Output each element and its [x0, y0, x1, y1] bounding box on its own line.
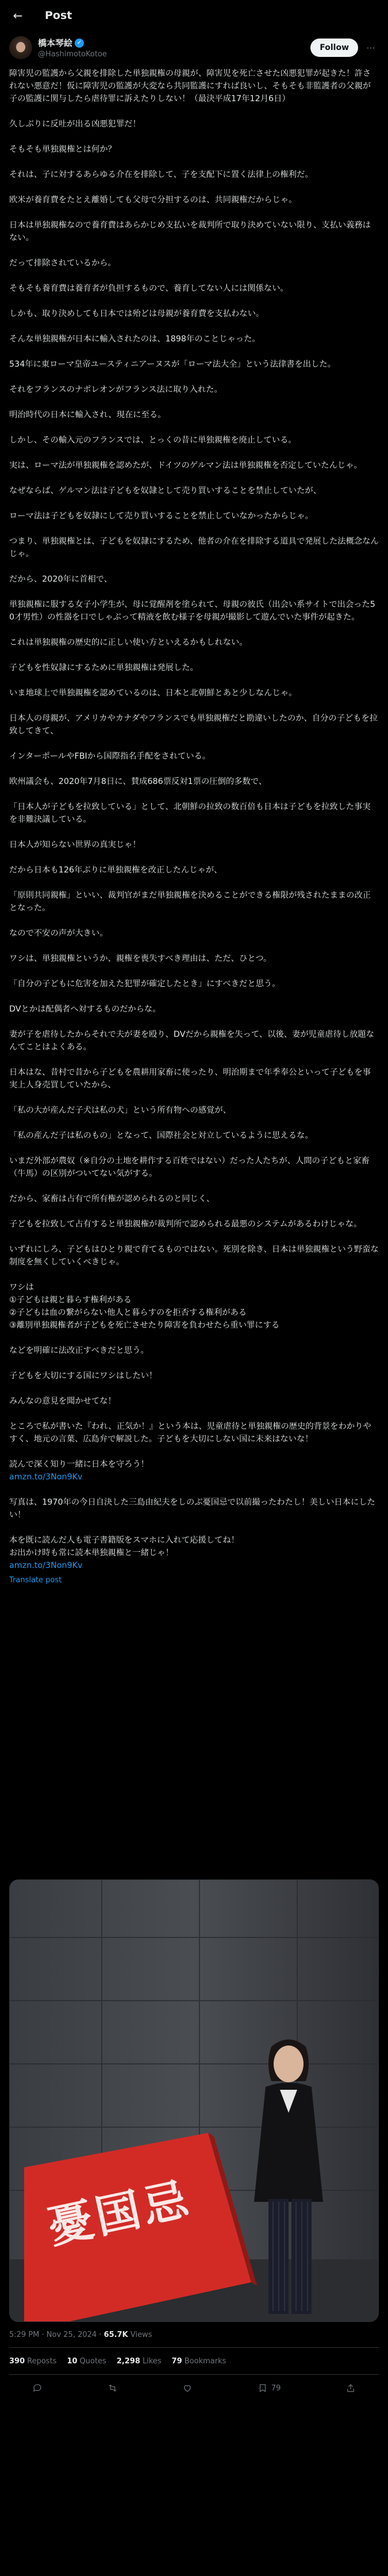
- post-paragraph: ところで私が書いた『われ、正気か！』という本は、児童虐待と単独親権の歴史的背景をわかりやすく、地元の言葉、広島弁で解説した。子どもを大切にしない国に未来はないな！: [9, 1422, 371, 1444]
- action-bar: [9, 2377, 379, 2400]
- post-paragraph: それは、子に対するあらゆる介在を排除して、子を支配下に置く法律上の権利だ。: [9, 170, 313, 179]
- author-names: [38, 37, 107, 59]
- share-button[interactable]: [345, 2383, 356, 2393]
- post-paragraph: 障害児の監護から父親を排除した単独親権の母親が、障害児を死亡させた凶悪犯罪が起きた！許されない悪意だ！仮に障害児の監護が大変なら共同監護にすれば良いし、そもそも非監護者の父親が子の監護に関与したら虐待罪に訴えたりしない！（最決平成17年12月6日）: [9, 69, 371, 103]
- post-paragraph: いずれにしろ、子どもはひとり親で育てるものではない。死別を除き、日本は単独親権という野蛮な制度を無くしていくべきじゃ。: [9, 1245, 379, 1267]
- post-meta: [9, 2331, 379, 2339]
- reposts-stat[interactable]: 390 Reposts: [9, 2356, 57, 2366]
- post-paragraph: みんなの意見を聞かせてな！: [9, 1397, 116, 1406]
- page-title: Post: [45, 9, 72, 22]
- post-paragraph: ローマ法は子どもを奴隷にして売り買いすることを禁止していなかったからじゃ。: [9, 512, 313, 521]
- post-paragraph: ワシは、単独親権というか、親権を喪失すべき理由は、ただ、ひとつ。: [9, 954, 272, 963]
- post-paragraph: 実は、ローマ法が単独親権を認めたが、ドイツのゲルマン法は単独親権を否定していたんじゃ。: [9, 461, 362, 470]
- repost-button[interactable]: [107, 2383, 118, 2393]
- post-paragraph: これは単独親権の歴史的に正しい使い方といえるかもしれない。: [9, 638, 248, 647]
- amazon-link[interactable]: amzn.to/3Non9Kv: [9, 1472, 83, 1482]
- post-paragraph: 欧州議会も、2020年7月8日に、賛成686票反対1票の圧倒的多数で、: [9, 777, 267, 786]
- post-paragraph: 子どもを拉致して占有すると単独親権が裁判所で認められる最悪のシステムがあるわけじゃな。: [9, 1220, 362, 1229]
- post-paragraph: だから日本も126年ぶりに単独親権を改正したんじゃが、: [9, 866, 222, 875]
- post-paragraph: 「私の大が産んだ子犬は私の犬」という所有物への感覚が、: [9, 1106, 232, 1115]
- post-paragraph: ワシは ①子どもは親と暮らす権利がある ②子どもは血の繋がらない他人と暮らすのを拒否する権利がある ③離別単独親権者が子どもを死亡させたり障害を負わせたら重い罪にする: [9, 1283, 280, 1330]
- post-paragraph: だって排除されているから。: [9, 259, 116, 268]
- post-paragraph: 単独親権に服する女子小学生が、母に覚醒剤を塗られて、母親の彼氏（出会い系サイトで出会った50才男性）の性器を口でしゃぶって精液を飲む様子を母親が撮影して遊んでいた事件が起きた。: [9, 600, 375, 622]
- post-paragraph: いまだ外部が農奴（※自分の土地を耕作する百姓ではない）だった人たちが、人間の子どもと家畜（牛馬）の区別がついてない気がする。: [9, 1156, 370, 1178]
- post-paragraph: そもそも養育費は養育者が負担するもので、養育してない人には関係ない。: [9, 284, 289, 293]
- avatar[interactable]: [9, 36, 32, 59]
- more-options-icon[interactable]: ···: [366, 42, 375, 53]
- engagement-stats: [9, 2350, 379, 2373]
- post-image[interactable]: [9, 1879, 379, 2322]
- meta-separator: ·: [99, 2331, 104, 2339]
- post-paragraph: 「私の産んだ子は私のもの」となって、国際社会と対立しているように思えるな。: [9, 1131, 313, 1140]
- post-paragraph: インターポールやFBIから国際指名手配をされている。: [9, 752, 211, 761]
- post-paragraph: 「自分の子どもに危害を加えた犯罪が確定したとき」にすべきだと思う。: [9, 979, 281, 989]
- post-paragraph: そんな単独親権が日本に輸入されたのは、1898年のことじゃった。: [9, 335, 260, 344]
- bookmark-count: 79: [271, 2383, 281, 2393]
- post-paragraph: 子どもを性奴隷にするために単独親権は発展した。: [9, 663, 198, 672]
- post-paragraph: しかも、取り決めしても日本では殆どは母親が養育費を支払わない。: [9, 309, 264, 318]
- post-paragraph: 明治時代の日本に輸入され、現在に至る。: [9, 410, 166, 420]
- post-paragraph: 日本人の母親が、アメリカやカナダやフランスでも単独親権だと勘違いしたのか、自分の子どもを拉致してきて、: [9, 714, 378, 736]
- bookmarks-stat[interactable]: 79 Bookmarks: [171, 2356, 226, 2366]
- post-paragraph: そもそも単独親権とは何か？: [9, 145, 116, 154]
- name-row: [38, 37, 107, 49]
- author-handle[interactable]: @HashimotoKotoe: [38, 50, 107, 59]
- views-count: 65.7K: [103, 2331, 128, 2339]
- divider: [9, 2374, 379, 2375]
- post-paragraph: 久しぶりに反吐が出る凶悪犯罪だ！: [9, 120, 141, 129]
- author-row: [9, 33, 379, 63]
- like-button[interactable]: [182, 2383, 193, 2393]
- post-paragraph: 欧米が養育費をたとえ離婚しても父母で分担するのは、共同親権だからじゃ。: [9, 195, 297, 205]
- repost-icon: [107, 2383, 118, 2393]
- post-paragraph: 534年に東ローマ皇帝ユースティニアーヌスが「ローマ法大全」という法律書を出した。: [9, 360, 336, 369]
- follow-button[interactable]: Follow: [310, 39, 358, 57]
- bookmark-icon: [258, 2383, 268, 2393]
- author-display-name[interactable]: 橋本琴絵: [38, 38, 73, 48]
- post-paragraph: 日本はな、昔村で昔から子どもを農耕用家畜に使ったり、明治期まで年季奉公といって子どもを事実上人身売買していたから、: [9, 1068, 371, 1090]
- post-paragraph: いま地球上で単独親権を認めているのは、日本と北朝鮮とあと少しなんじゃ。: [9, 689, 297, 698]
- heart-icon: [182, 2383, 193, 2393]
- post-paragraph: 妻が子を虐待したからそれで夫が妻を殴り、DVだから親権を失って、以後、妻が児童虐待し放題なんてことはよくある。: [9, 1030, 375, 1052]
- post-paragraph: なぜならば、ゲルマン法は子どもを奴隷として売り買いすることを禁止していたが、: [9, 486, 321, 495]
- post-paragraph: 「日本人が子どもを拉致している」として、北朝鮮の拉致の数百倍も日本は子どもを拉致した事実を非難決議している。: [9, 802, 371, 824]
- post-paragraph: 本を既に読んだ人も電子書籍版をスマホに入れて応援してね！ お出かけ時も常に読本単独親権と一緒じゃ！: [9, 1536, 240, 1558]
- share-icon: [345, 2383, 356, 2393]
- reply-icon: [32, 2383, 43, 2393]
- post-paragraph: それをフランスのナポレオンがフランス法に取り入れた。: [9, 385, 222, 394]
- post-time[interactable]: 5:29 PM · Nov 25, 2024: [9, 2331, 97, 2339]
- verified-badge-icon: ✓: [75, 39, 84, 48]
- post-body: [9, 67, 379, 1587]
- amazon-link[interactable]: amzn.to/3Non9Kv: [9, 1561, 83, 1570]
- post-paragraph: しかし、その輸入元のフランスでは、とっくの昔に単独親権を廃止している。: [9, 436, 297, 445]
- reply-button[interactable]: [32, 2383, 43, 2393]
- translate-post-link[interactable]: Translate post: [9, 1576, 62, 1585]
- post-paragraph: だから、2020年に首相で、: [9, 575, 113, 584]
- photo-illustration: [10, 1880, 379, 2322]
- views-label: Views: [130, 2331, 152, 2339]
- post-paragraph: だから、家畜は占有で所有権が認められるのと同じく、: [9, 1194, 215, 1204]
- back-arrow-icon[interactable]: ←: [13, 8, 23, 22]
- post-paragraph: つまり、単独親権とは、子どもを奴隷にするため、他者の介在を排除する道具で発展した法概念なんじゃ。: [9, 537, 379, 559]
- post-paragraph: 日本は単独親権なので養育費はあらかじめ支払いを裁判所で取り決めていない限り、支払い義務はない。: [9, 221, 371, 243]
- post-paragraph: なので不安の声が大きい。: [9, 929, 108, 938]
- post-paragraph: DVとかは配偶者へ対するものだからな。: [9, 1005, 161, 1014]
- bookmark-button[interactable]: [258, 2383, 281, 2393]
- post-paragraph: 写真は、1970年の今日自決した三島由紀夫をしのぶ憂国忌で以前撮ったわたし！美しい日本にしたい！: [9, 1498, 375, 1520]
- post-paragraph: 読んで深く知り一緒に日本を守ろう！: [9, 1460, 149, 1469]
- post-paragraph: 日本人が知らない世界の真実じゃ！: [9, 840, 141, 849]
- post-paragraph: 子どもを大切にする国にワシはしたい！: [9, 1371, 157, 1381]
- divider: [9, 2347, 379, 2348]
- sign-text: 憂国忌: [43, 2173, 196, 2254]
- post-paragraph: 「原則共同親権」といい、裁判官がまだ単独親権を決めることができる権限が残されたままの改正となった。: [9, 891, 371, 913]
- likes-stat[interactable]: 2,298 Likes: [116, 2356, 162, 2366]
- post-paragraph: などを明確に法改正すべきだと思う。: [9, 1346, 149, 1355]
- top-bar: [0, 0, 388, 30]
- quotes-stat[interactable]: 10 Quotes: [67, 2356, 106, 2366]
